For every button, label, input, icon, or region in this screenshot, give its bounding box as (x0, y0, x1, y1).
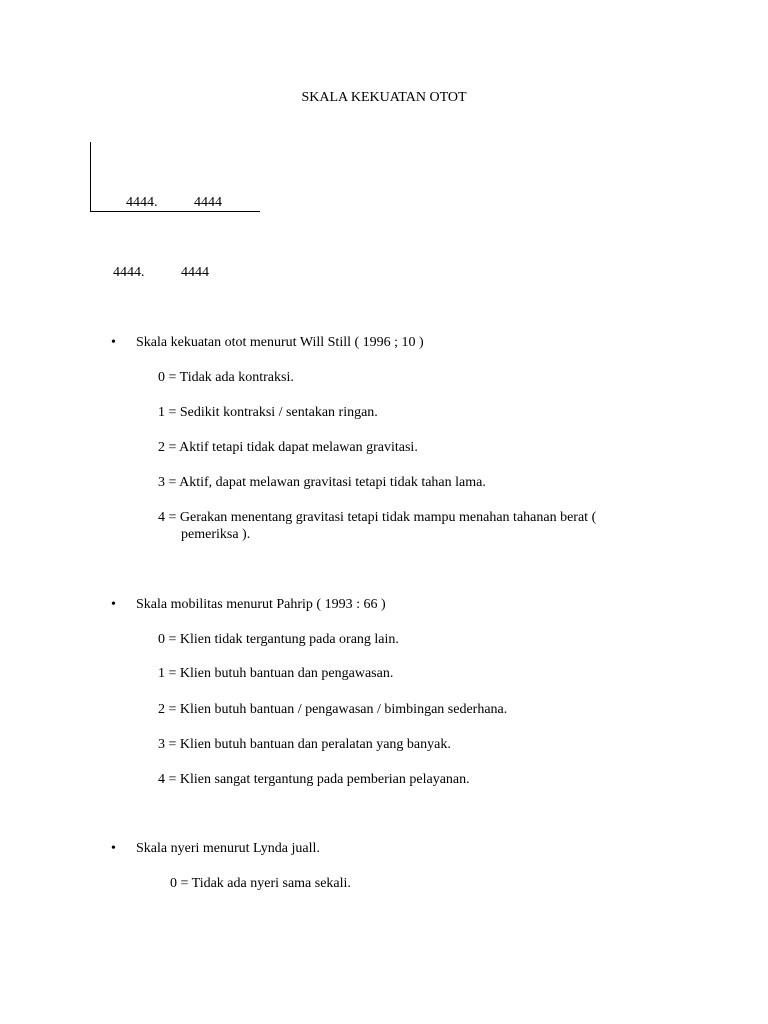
list-item: 3 = Klien butuh bantuan dan peralatan yang banyak. (158, 737, 451, 752)
list-item: 2 = Klien butuh bantuan / pengawasan / bimbingan sederhana. (158, 702, 508, 717)
list-item: 4 = Klien sangat tergantung pada pemberian pelayanan. (158, 772, 470, 787)
page-title: SKALA KEKUATAN OTOT (301, 90, 467, 105)
list-item: 2 = Aktif tetapi tidak dapat melawan gravitasi. (158, 440, 418, 455)
list-item: 0 = Tidak ada kontraksi. (158, 370, 294, 385)
list-item: 1 = Sedikit kontraksi / sentakan ringan. (158, 405, 378, 420)
bullet-icon: • (111, 597, 116, 612)
list-item: 4 = Gerakan menentang gravitasi tetapi tidak mampu menahan tahanan berat ( (158, 510, 597, 525)
section-heading: Skala nyeri menurut Lynda juall. (136, 841, 320, 856)
bullet-icon: • (111, 335, 116, 350)
box-left-border (90, 142, 91, 212)
list-item: 0 = Tidak ada nyeri sama sekali. (170, 876, 351, 891)
bullet-icon: • (111, 841, 116, 856)
list-item-continuation: pemeriksa ). (181, 527, 251, 542)
list-item: 1 = Klien butuh bantuan dan pengawasan. (158, 666, 394, 681)
list-item: 3 = Aktif, dapat melawan gravitasi tetapi tidak tahan lama. (158, 475, 486, 490)
section-heading: Skala kekuatan otot menurut Will Still ( 1996 ; 10 ) (136, 335, 424, 350)
box-left-value: 4444. (126, 195, 158, 210)
list-item: 0 = Klien tidak tergantung pada orang lain. (158, 632, 399, 647)
box-right-value: 4444 (194, 195, 222, 210)
row-left-value: 4444. (113, 265, 145, 280)
section-heading: Skala mobilitas menurut Pahrip ( 1993 : 66 ) (136, 597, 386, 612)
row-right-value: 4444 (181, 265, 209, 280)
box-bottom-border (90, 211, 260, 212)
